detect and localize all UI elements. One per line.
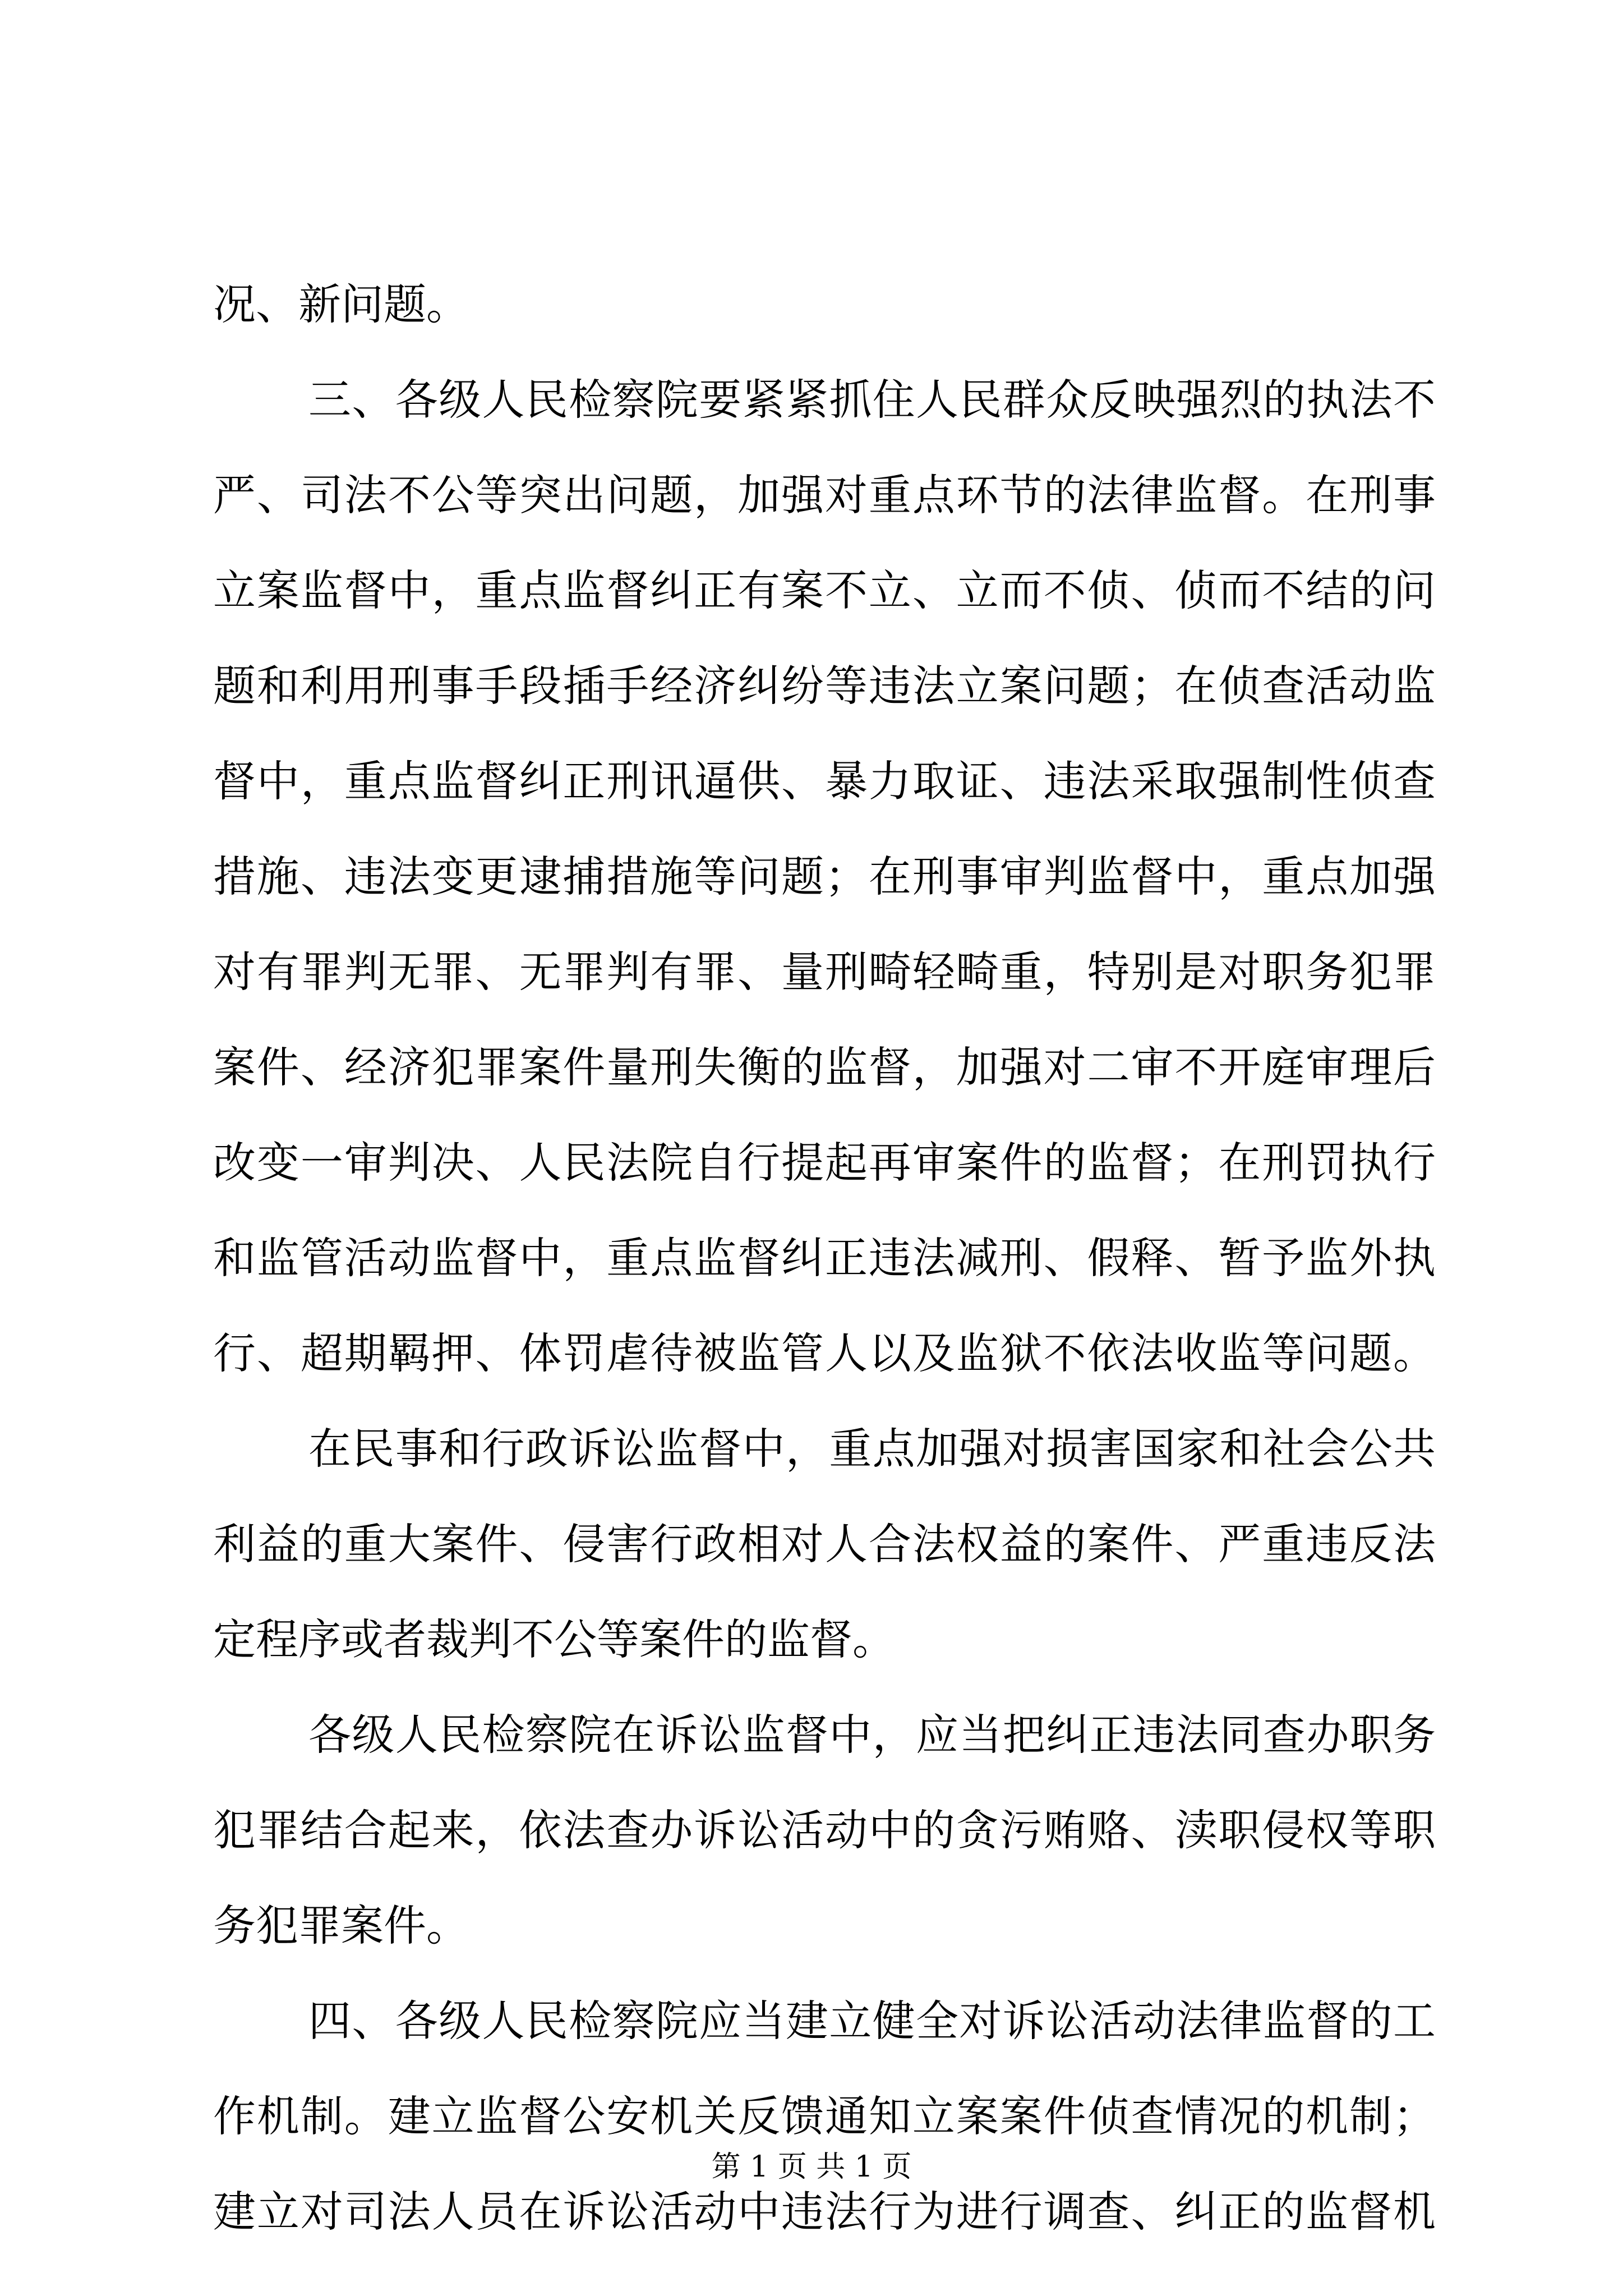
text-line: 立案监督中，重点监督纠正有案不立、立而不侦、侦而不结的问	[213, 565, 1436, 615]
text-line: 建立对司法人员在诉讼活动中违法行为进行调查、纠正的监督机	[213, 2187, 1436, 2237]
text-line: 定程序或者裁判不公等案件的监督。	[213, 1614, 895, 1664]
text-line: 改变一审判决、人民法院自行提起再审案件的监督；在刑罚执行	[213, 1138, 1436, 1188]
text-line: 作机制。建立监督公安机关反馈通知立案案件侦查情况的机制；	[213, 2091, 1436, 2141]
text-line: 题和利用刑事手段插手经济纠纷等违法立案问题；在侦查活动监	[213, 661, 1436, 711]
text-line: 案件、经济犯罪案件量刑失衡的监督，加强对二审不开庭审理后	[213, 1042, 1436, 1092]
text-line: 措施、违法变更逮捕措施等问题；在刑事审判监督中，重点加强	[213, 852, 1436, 901]
paragraph-start-line: 三、各级人民检察院要紧紧抓住人民群众反映强烈的执法不	[308, 375, 1436, 425]
paragraph-start-line: 各级人民检察院在诉讼监督中，应当把纠正违法同查办职务	[308, 1710, 1436, 1760]
text-line: 对有罪判无罪、无罪判有罪、量刑畸轻畸重，特别是对职务犯罪	[213, 947, 1436, 997]
paragraph-start-line: 在民事和行政诉讼监督中，重点加强对损害国家和社会公共	[308, 1424, 1436, 1474]
text-line: 务犯罪案件。	[213, 1901, 469, 1950]
text-line: 行、超期羁押、体罚虐待被监管人以及监狱不依法收监等问题。	[213, 1328, 1436, 1378]
text-line: 督中，重点监督纠正刑讯逼供、暴力取证、违法采取强制性侦查	[213, 756, 1436, 806]
text-line: 严、司法不公等突出问题，加强对重点环节的法律监督。在刑事	[213, 470, 1436, 520]
text-line: 犯罪结合起来，依法查办诉讼活动中的贪污贿赂、渎职侵权等职	[213, 1805, 1436, 1855]
text-line: 利益的重大案件、侵害行政相对人合法权益的案件、严重违反法	[213, 1519, 1436, 1569]
paragraph-start-line: 四、各级人民检察院应当建立健全对诉讼活动法律监督的工	[308, 1996, 1436, 2046]
page-number-footer: 第 1 页 共 1 页	[711, 2150, 912, 2184]
text-line: 况、新问题。	[213, 279, 469, 329]
text-line: 和监管活动监督中，重点监督纠正违法减刑、假释、暂予监外执	[213, 1233, 1436, 1283]
